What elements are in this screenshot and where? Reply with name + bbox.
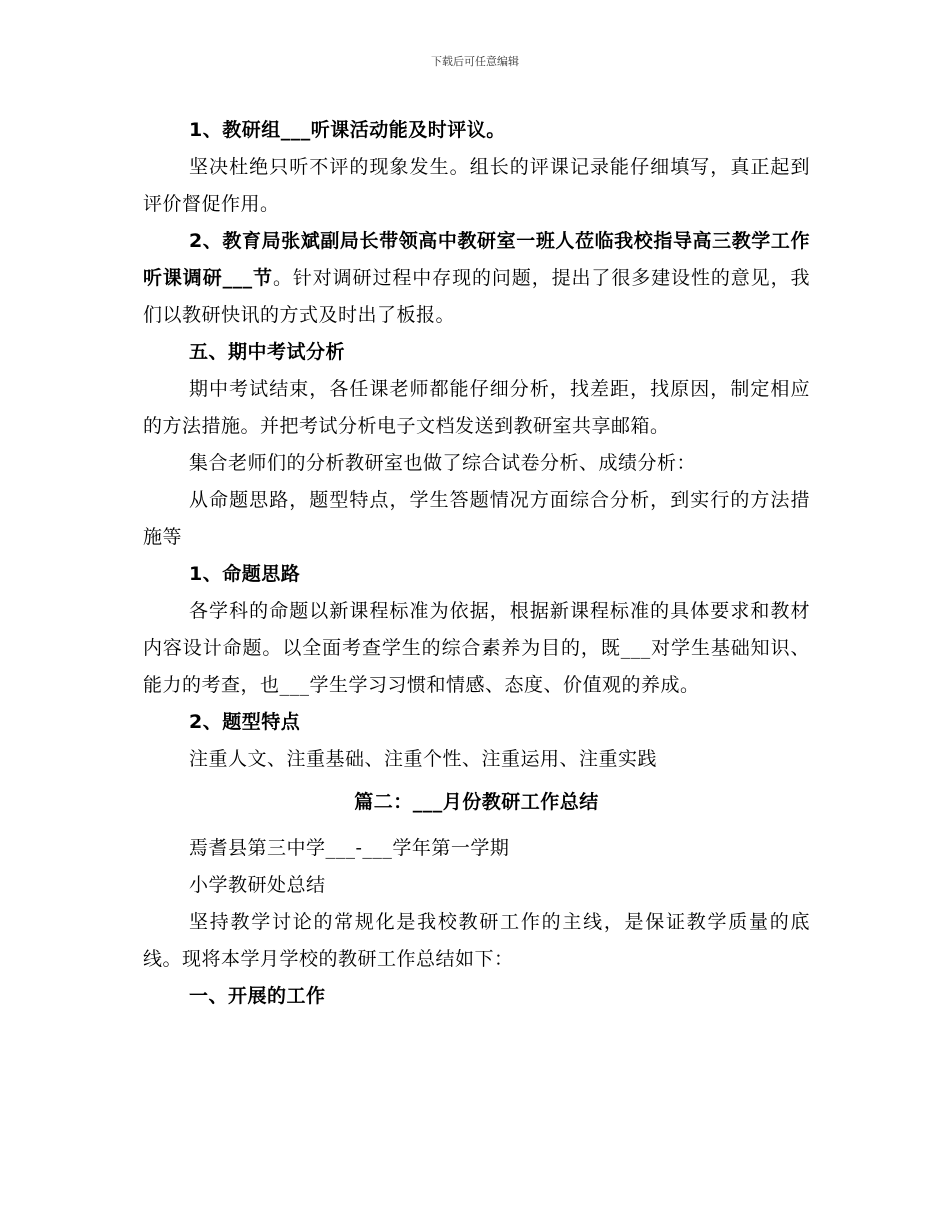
paragraph-15: 坚持教学讨论的常规化是我校教研工作的主线，是保证教学质量的底线。现将本学月学校的教研工作总结如下： <box>143 911 810 970</box>
paragraph-5: 期中考试结束，各任课老师都能仔细分析，找差距，找原因，制定相应的方法措施。并把考试分析电子文档发送到教研室共享邮箱。 <box>143 378 810 437</box>
paragraph-13: 焉耆县第三中学___-___学年第一学期 <box>189 837 510 859</box>
section-heading-midterm: 五、期中考试分析 <box>189 341 346 363</box>
paragraph-7: 从命题思路，题型特点，学生答题情况方面综合分析，到实行的方法措施等 <box>143 489 810 548</box>
paragraph-2: 坚决杜绝只听不评的现象发生。组长的评课记录能仔细填写，真正起到评价督促作用。 <box>143 156 810 215</box>
subheading-question-types: 2、题型特点 <box>189 711 301 733</box>
section-heading-work: 一、开展的工作 <box>189 985 326 1007</box>
paragraph-9: 各学科的命题以新课程标准为依据，根据新课程标准的具体要求和教材内容设计命题。以全面考查学生的综合素养为目的，既___对学生基础知识、能力的考查，也___学生学习习惯和情感、态度、价值观的养成。 <box>143 600 810 696</box>
document-body <box>143 112 810 1015</box>
paragraph-6: 集合老师们的分析教研室也做了综合试卷分析、成绩分析： <box>189 452 697 474</box>
page-header: 下载后可任意编辑 <box>431 55 519 68</box>
paragraph-14: 小学教研处总结 <box>189 874 326 896</box>
paragraph-3-bold: 2、教育局张斌副局长带领高中教研室一班人莅临我校指导高三教学工作听课调研___节 <box>143 230 810 289</box>
paragraph-3-tail: 。针对调研过程中存现的问题，提出了很多建设性的意见，我们以教研快讯的方式及时出了板报。 <box>143 267 810 326</box>
paragraph-3 <box>143 223 810 334</box>
paragraph-11: 注重人文、注重基础、注重个性、注重运用、注重实践 <box>189 748 658 770</box>
subheading-proposition: 1、命题思路 <box>189 563 301 585</box>
article-title: 篇二：___月份教研工作总结 <box>354 791 599 813</box>
paragraph-1: 1、教研组___听课活动能及时评议。 <box>189 119 506 141</box>
